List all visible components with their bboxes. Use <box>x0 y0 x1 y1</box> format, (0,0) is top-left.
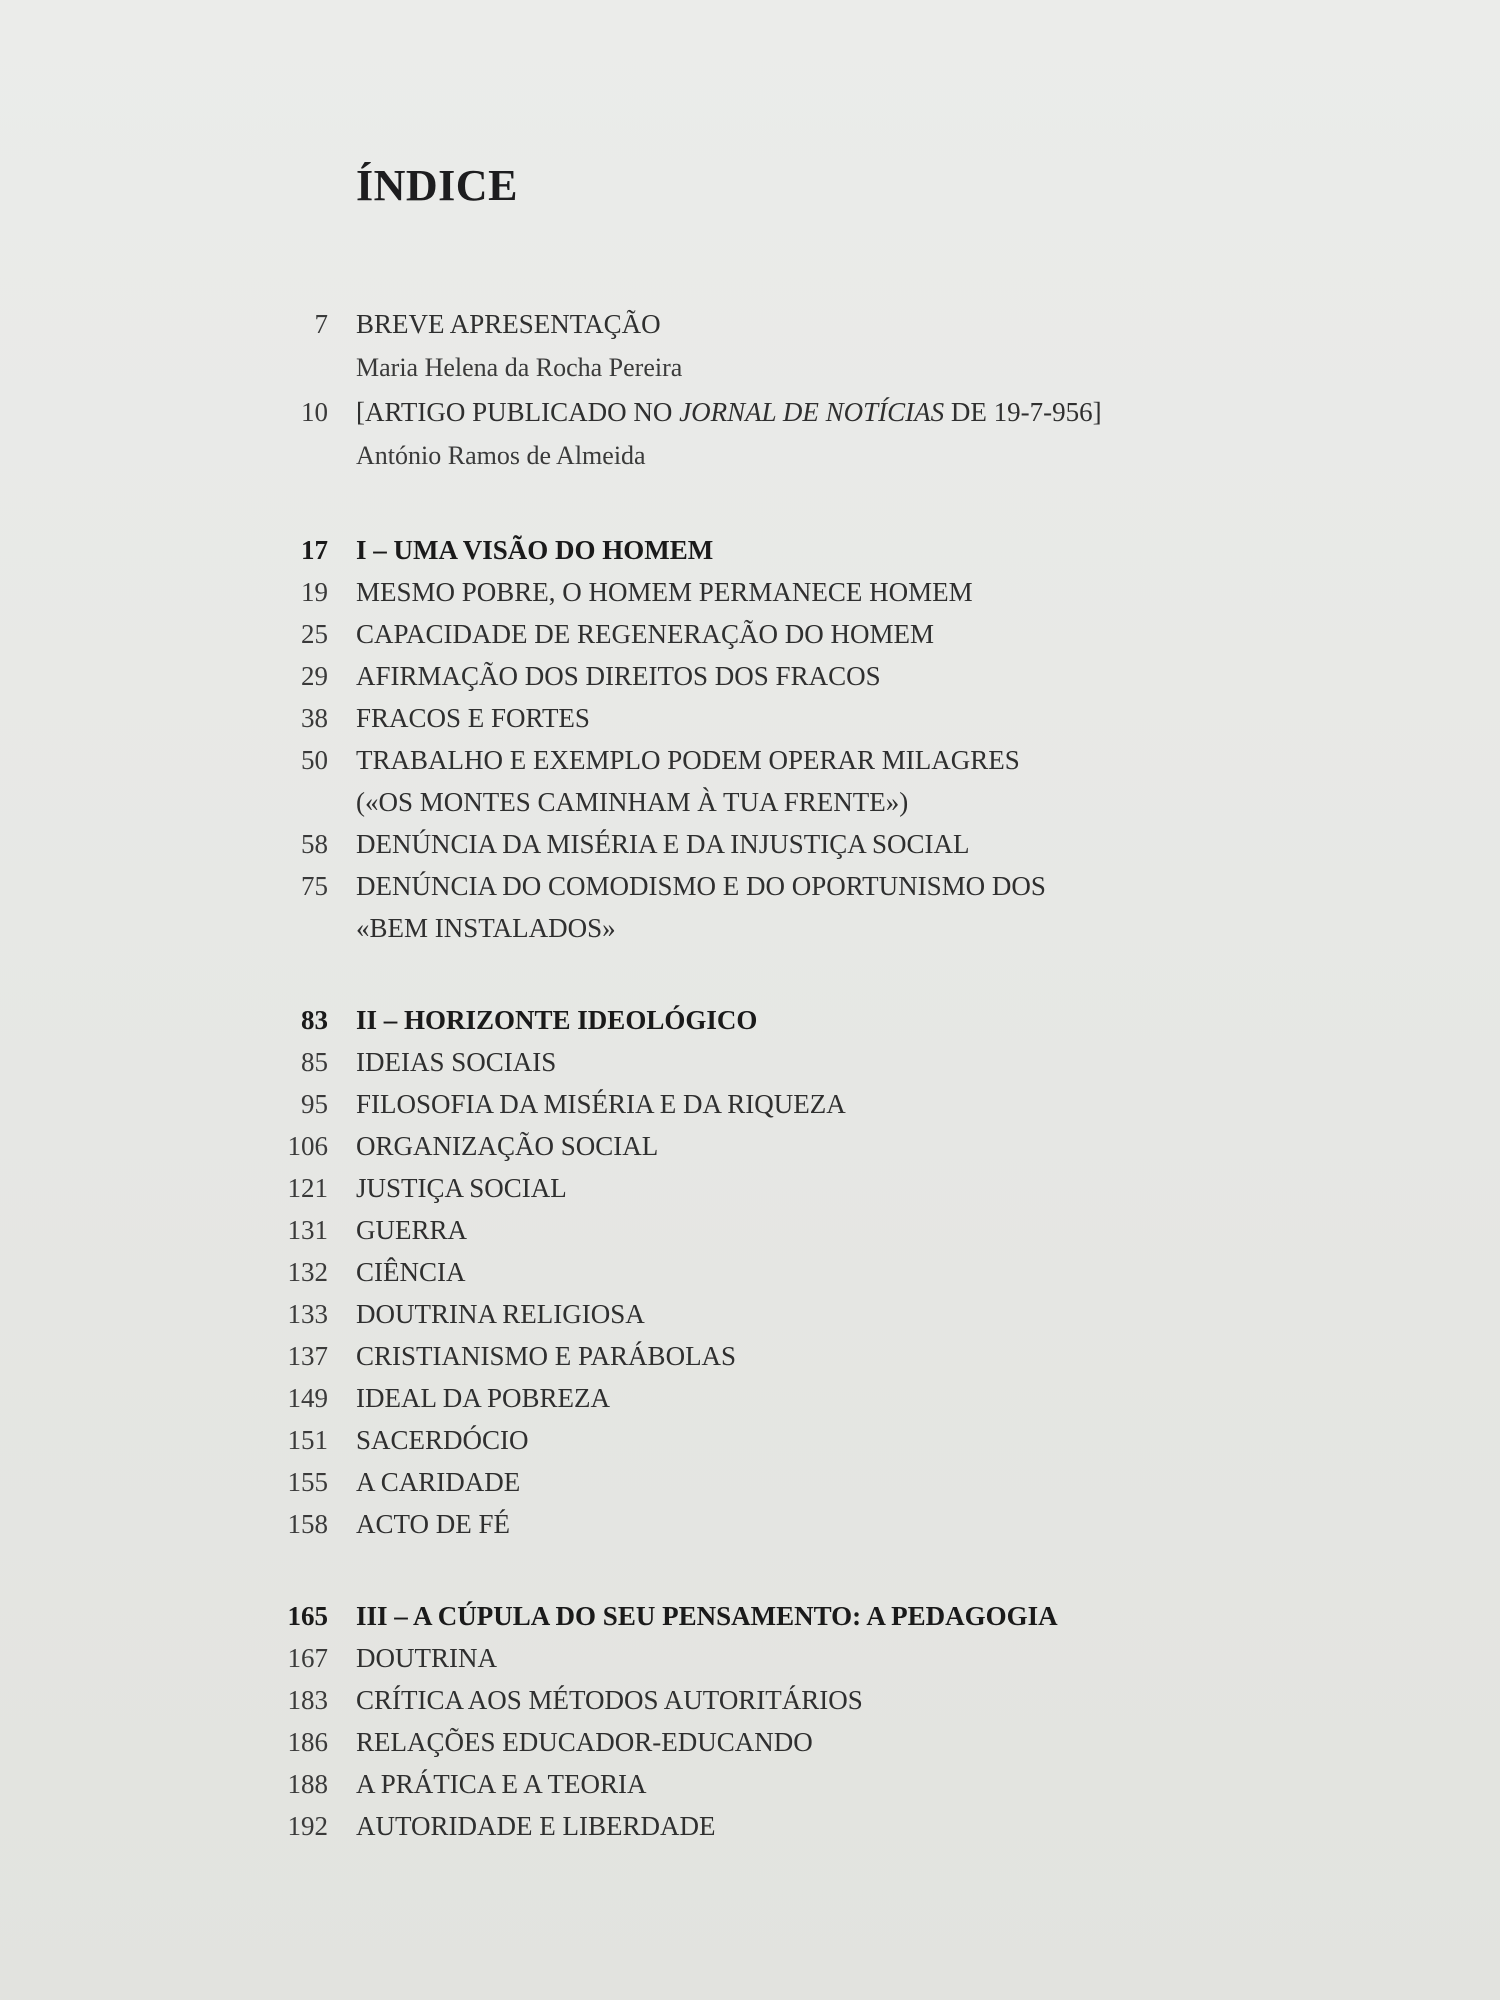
toc-entry[interactable] <box>270 823 1270 865</box>
toc-entry[interactable] <box>270 1083 1270 1125</box>
toc-entry-title-start: [ARTIGO PUBLICADO NO <box>356 397 680 427</box>
toc-page-number: 188 <box>287 1769 328 1799</box>
toc-entry[interactable] <box>270 571 1270 613</box>
toc-entry-author: António Ramos de Almeida <box>356 441 646 470</box>
toc-entry-title: JUSTIÇA SOCIAL <box>356 1173 567 1203</box>
toc-entry[interactable] <box>270 1293 1270 1335</box>
part-one <box>270 529 1270 949</box>
toc-entry[interactable] <box>270 613 1270 655</box>
toc-page-number: 131 <box>287 1215 328 1245</box>
toc-entry-title: TRABALHO E EXEMPLO PODEM OPERAR MILAGRES <box>356 745 1020 775</box>
toc-entry-title: A PRÁTICA E A TEORIA <box>356 1769 647 1799</box>
toc-page-number: 186 <box>287 1727 328 1757</box>
toc-entry[interactable] <box>270 1503 1270 1545</box>
toc-entry[interactable] <box>270 391 1270 433</box>
toc-page-number: 38 <box>301 703 328 733</box>
toc-page-number: 10 <box>301 397 328 427</box>
toc-entry-title: DOUTRINA <box>356 1643 497 1673</box>
toc-entry-title: DENÚNCIA DA MISÉRIA E DA INJUSTIÇA SOCIAL <box>356 829 970 859</box>
toc-entry[interactable] <box>270 1335 1270 1377</box>
toc-entry-title: IDEAL DA POBREZA <box>356 1383 610 1413</box>
toc-entry[interactable] <box>270 655 1270 697</box>
toc-entry[interactable] <box>270 1251 1270 1293</box>
toc-entry[interactable] <box>270 1637 1270 1679</box>
toc-part-heading[interactable] <box>270 999 1270 1041</box>
toc-entry-title: SACERDÓCIO <box>356 1425 529 1455</box>
toc-entry[interactable] <box>270 1721 1270 1763</box>
toc-page-number: 121 <box>287 1173 328 1203</box>
toc-entry-title: FRACOS E FORTES <box>356 703 590 733</box>
toc-page-number: 95 <box>301 1089 328 1119</box>
toc-page-number: 19 <box>301 577 328 607</box>
toc-page-number: 137 <box>287 1341 328 1371</box>
toc-part-heading[interactable] <box>270 1595 1270 1637</box>
toc-entry-title: MESMO POBRE, O HOMEM PERMANECE HOMEM <box>356 577 973 607</box>
toc-entry-title: ORGANIZAÇÃO SOCIAL <box>356 1131 659 1161</box>
toc-entry[interactable] <box>270 865 1270 907</box>
toc-entry-title-end: DE 19-7-956] <box>944 397 1102 427</box>
toc-entry[interactable] <box>270 1805 1270 1847</box>
toc-entry-author: Maria Helena da Rocha Pereira <box>356 353 683 382</box>
toc-entry[interactable] <box>270 1419 1270 1461</box>
toc-page-number: 133 <box>287 1299 328 1329</box>
toc-part-title: III – A CÚPULA DO SEU PENSAMENTO: A PEDAGOGIA <box>356 1601 1058 1631</box>
toc-part-title: II – HORIZONTE IDEOLÓGICO <box>356 1005 758 1035</box>
toc-entry-title: CRISTIANISMO E PARÁBOLAS <box>356 1341 737 1371</box>
toc-entry[interactable] <box>270 1377 1270 1419</box>
toc-page-number: 167 <box>287 1643 328 1673</box>
toc-entry[interactable] <box>270 1461 1270 1503</box>
toc-entry-title: BREVE APRESENTAÇÃO <box>356 309 661 339</box>
toc-page-number: 25 <box>301 619 328 649</box>
toc-entry-title: ACTO DE FÉ <box>356 1509 511 1539</box>
toc-page-number: 106 <box>287 1131 328 1161</box>
toc-entry-title-italic: JORNAL DE NOTÍCIAS <box>679 397 945 427</box>
toc-page-number: 165 <box>287 1601 328 1631</box>
toc-entry[interactable] <box>270 1209 1270 1251</box>
toc-entry-title: GUERRA <box>356 1215 468 1245</box>
toc-entry-title: AUTORIDADE E LIBERDADE <box>356 1811 716 1841</box>
front-matter <box>270 303 1270 479</box>
toc-entry-title: FILOSOFIA DA MISÉRIA E DA RIQUEZA <box>356 1089 846 1119</box>
toc-entry-title: DENÚNCIA DO COMODISMO E DO OPORTUNISMO DOS <box>356 871 1046 901</box>
toc-page-number: 155 <box>287 1467 328 1497</box>
toc-entry[interactable] <box>270 1041 1270 1083</box>
table-of-contents <box>270 160 1270 1897</box>
toc-entry-title: CAPACIDADE DE REGENERAÇÃO DO HOMEM <box>356 619 935 649</box>
toc-entry[interactable] <box>270 303 1270 345</box>
toc-entry-title: RELAÇÕES EDUCADOR-EDUCANDO <box>356 1727 813 1757</box>
toc-entry[interactable] <box>270 1167 1270 1209</box>
toc-entry-title: A CARIDADE <box>356 1467 521 1497</box>
toc-entry[interactable] <box>270 697 1270 739</box>
toc-entry[interactable] <box>270 1679 1270 1721</box>
toc-entry-continuation: «BEM INSTALADOS» <box>356 913 616 943</box>
toc-part-title: I – UMA VISÃO DO HOMEM <box>356 535 714 565</box>
toc-page-number: 149 <box>287 1383 328 1413</box>
toc-page-number: 183 <box>287 1685 328 1715</box>
toc-entry[interactable] <box>270 1125 1270 1167</box>
page-title: ÍNDICE <box>356 161 518 210</box>
toc-page-number: 17 <box>301 535 328 565</box>
toc-page-number: 83 <box>301 1005 328 1035</box>
toc-page-number: 50 <box>301 745 328 775</box>
toc-page-number: 58 <box>301 829 328 859</box>
part-two <box>270 999 1270 1545</box>
toc-entry-title: IDEIAS SOCIAIS <box>356 1047 557 1077</box>
toc-page-number: 158 <box>287 1509 328 1539</box>
toc-page-number: 85 <box>301 1047 328 1077</box>
toc-entry[interactable] <box>270 1763 1270 1805</box>
toc-page-number: 7 <box>314 309 328 339</box>
toc-page-number: 29 <box>301 661 328 691</box>
toc-entry-title <box>356 391 1102 433</box>
toc-entry-title: CRÍTICA AOS MÉTODOS AUTORITÁRIOS <box>356 1685 863 1715</box>
toc-entry[interactable] <box>270 739 1270 781</box>
toc-part-heading[interactable] <box>270 529 1270 571</box>
toc-page-number: 192 <box>287 1811 328 1841</box>
toc-page-number: 151 <box>287 1425 328 1455</box>
toc-entry-title: CIÊNCIA <box>356 1257 466 1287</box>
part-three <box>270 1595 1270 1847</box>
toc-entry-title: DOUTRINA RELIGIOSA <box>356 1299 645 1329</box>
toc-entry-title: AFIRMAÇÃO DOS DIREITOS DOS FRACOS <box>356 661 881 691</box>
toc-page-number: 75 <box>301 871 328 901</box>
toc-entry-continuation: («OS MONTES CAMINHAM À TUA FRENTE») <box>356 787 909 817</box>
toc-page-number: 132 <box>287 1257 328 1287</box>
